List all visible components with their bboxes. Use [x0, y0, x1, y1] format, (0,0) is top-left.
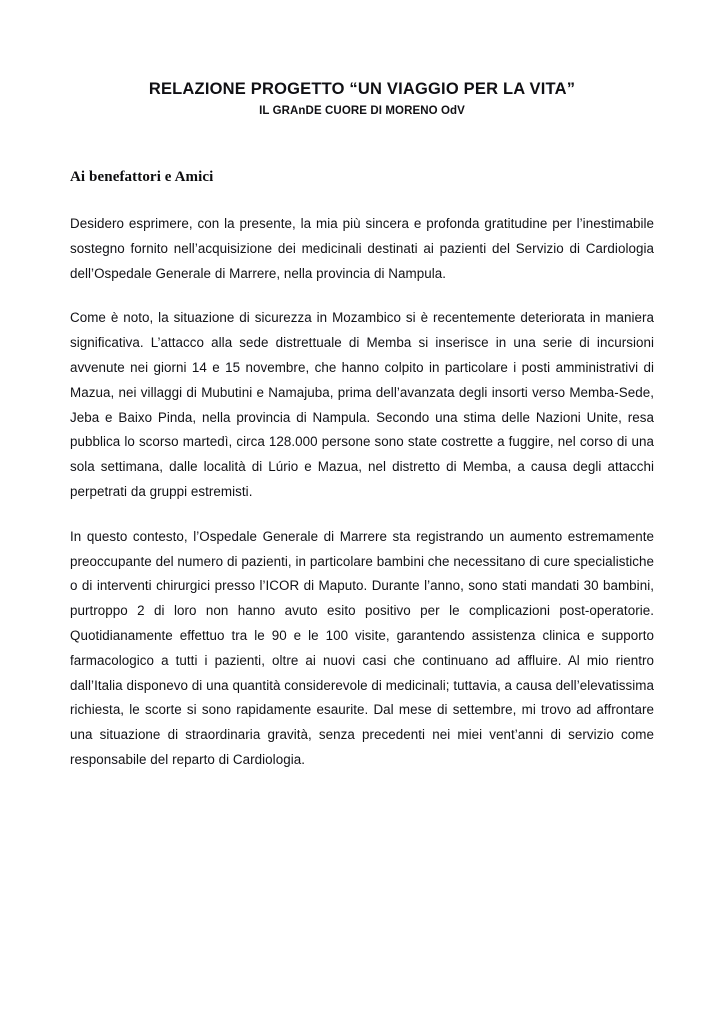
document-title: RELAZIONE PROGETTO “UN VIAGGIO PER LA VITA” — [148, 80, 576, 98]
salutation: Ai benefattori e Amici — [70, 169, 214, 185]
paragraph: Come è noto, la situazione di sicurezza in Mozambico si è recentemente deteriorata in maniera significativa. L’attacco alla sede distrettuale di Memba si inserisce in una serie di incursioni avvenute nei giorni 14 e 15 novembre, che hanno colpito in particolare i posti amministrativi di Mazua, nei villaggi di Mubutini e Namajuba, prima dell’avanzata degli insorti verso Memba-Sede, Jeba e Baixo Pinda, nella provincia di Nampula. Secondo una stima delle Nazioni Unite, resa pubblica lo scorso martedì, circa 128.000 persone sono state costrette a fuggire, nel corso di una sola settimana, dalle località di Lúrio e Mazua, nel distretto di Memba, a causa degli attacchi perpetrati da gruppi estremisti. — [70, 310, 654, 499]
paragraph: Desidero esprimere, con la presente, la mia più sincera e profonda gratitudine per l’inestimabile sostegno fornito nell’acquisizione dei medicinali destinati ai pazienti del Servizio di Cardiologia dell’Ospedale Generale di Marrere, nella provincia di Nampula. — [70, 216, 654, 281]
document-subtitle: IL GRAnDE CUORE DI MORENO OdV — [259, 105, 465, 117]
document-body — [70, 80, 654, 773]
paragraph: In questo contesto, l’Ospedale Generale di Marrere sta registrando un aumento estremamente preoccupante del numero di pazienti, in particolare bambini che necessitano di cure specialistiche o di interventi chirurgici presso l’ICOR di Maputo. Durante l’anno, sono stati mandati 30 bambini, purtroppo 2 di loro non hanno avuto esito positivo per le complicazioni post-operatorie. Quotidianamente effettuo tra le 90 e le 100 visite, garantendo assistenza clinica e supporto farmacologico a tutti i pazienti, oltre ai nuovi casi che continuano ad affluire. Al mio rientro dall’Italia disponevo di una quantità considerevole di medicinali; tuttavia, a causa dell’elevatissima richiesta, le scorte si sono rapidamente esaurite. Dal mese di settembre, mi trovo ad affrontare una situazione di straordinaria gravità, senza precedenti nei miei vent’anni di servizio come responsabile del reparto di Cardiologia. — [70, 528, 654, 767]
